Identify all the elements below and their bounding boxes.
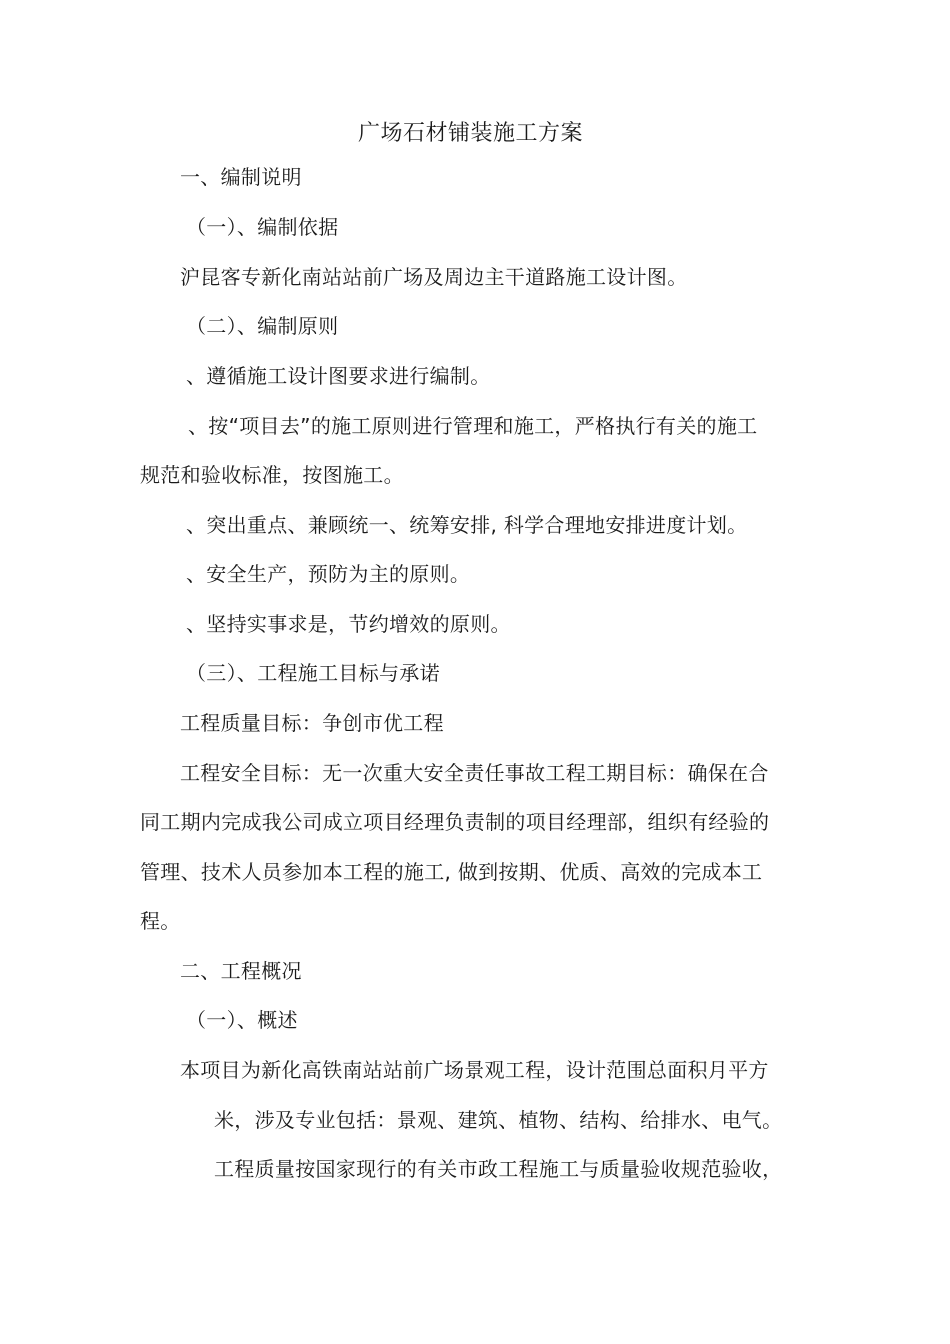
list-item: 、突出重点、兼顾统一、统筹安排, 科学合理地安排进度计划。 [186,513,748,537]
paragraph-line: 管理、技术人员参加本工程的施工, 做到按期、优质、高效的完成本工 [140,860,763,884]
list-item: 、坚持实事求是，节约增效的原则。 [186,612,511,636]
subsection-heading: （一）、概述 [186,1008,298,1032]
paragraph-line: 沪昆客专新化南站站前广场及周边主干道路施工设计图。 [180,265,688,289]
list-item: 、按“项目去”的施工原则进行管理和施工，严格执行有关的施工 [188,414,758,438]
list-item: 、遵循施工设计图要求进行编制。 [186,364,491,388]
paragraph-line: 同工期内完成我公司成立项目经理负责制的项目经理部，组织有经验的 [140,810,770,834]
paragraph-line: 程。 [140,909,181,933]
subsection-heading: （三）、工程施工目标与承诺 [186,661,440,685]
paragraph-line: 本项目为新化高铁南站站前广场景观工程，设计范围总面积月平方 [180,1058,769,1082]
document-title: 广场石材铺装施工方案 [358,121,584,146]
subsection-heading: （二）、编制原则 [186,314,339,338]
subsection-heading: （一）、编制依据 [186,215,339,239]
paragraph-line: 工程质量按国家现行的有关市政工程施工与质量验收规范验收， [214,1157,783,1181]
paragraph-line: 工程质量目标：争创市优工程 [180,711,444,735]
paragraph-line: 米，涉及专业包括：景观、建筑、植物、结构、给排水、电气。 [214,1108,783,1132]
paragraph-line: 工程安全目标：无一次重大安全责任事故工程工期目标：确保在合 [180,761,769,785]
section-heading: 一、编制说明 [180,165,302,189]
list-item: 、安全生产，预防为主的原则。 [186,562,471,586]
section-heading: 二、工程概况 [180,959,302,983]
paragraph-line: 规范和验收标准，按图施工。 [140,463,404,487]
